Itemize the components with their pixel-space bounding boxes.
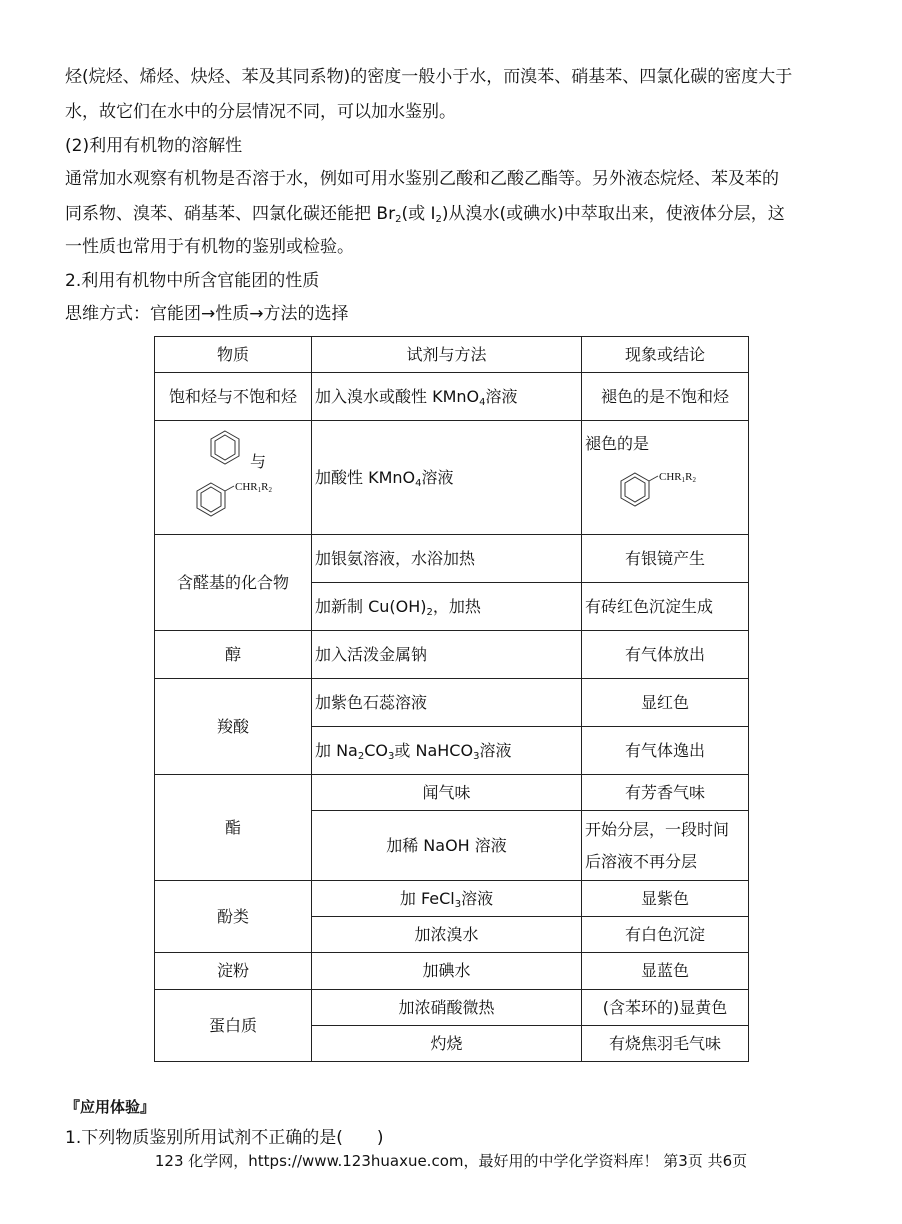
chr-sub1: 1 (257, 485, 262, 494)
cell-result: 有砖红色沉淀生成 (582, 583, 749, 631)
cell-substance: 酯 (155, 775, 312, 881)
table-row (155, 775, 749, 811)
cell-method: 灼烧 (312, 1026, 582, 1062)
subscript: 4 (415, 477, 422, 489)
subscript: 2 (435, 214, 442, 225)
chr-sub2: 2 (692, 476, 696, 484)
cell-substance: 醇 (155, 631, 312, 679)
cell-method: 加浓溴水 (312, 917, 582, 953)
section-title: 『应用体验』 (65, 1098, 156, 1116)
cell-result: (含苯环的)显黄色 (582, 990, 749, 1026)
chr-sub1: 1 (681, 476, 686, 484)
cell-substance: 含醛基的化合物 (155, 535, 312, 631)
text-seg: CO (364, 740, 389, 760)
cell-substance: 饱和烃与不饱和烃 (155, 373, 312, 421)
text-seg: 加 FeCl (399, 888, 455, 908)
table-row (155, 881, 749, 917)
cell-substance: 蛋白质 (155, 990, 312, 1062)
cell-method: 加稀 NaOH 溶液 (312, 811, 582, 881)
cell-substance-structures (155, 421, 312, 535)
alkylbenzene-icon (621, 473, 658, 506)
cell-result: 有气体逸出 (582, 727, 749, 775)
header-result: 现象或结论 (582, 337, 749, 373)
subscript: 2 (395, 214, 402, 225)
paragraph-1-line-2: 水，故它们在水中的分层情况不同，可以加水鉴别。 (65, 102, 456, 122)
paragraph-2-line-2 (65, 203, 785, 225)
cell-result: 有烧焦羽毛气味 (582, 1026, 749, 1062)
result-line: 后溶液不再分层 (585, 851, 698, 871)
chr-text: CHR (659, 471, 682, 483)
chr-r2: R (261, 480, 269, 493)
question-1: 1.下列物质鉴别所用试剂不正确的是( ) (65, 1128, 384, 1148)
cell-result (582, 421, 749, 535)
identification-table (154, 336, 749, 1062)
text-seg: 加 Na (315, 740, 358, 760)
text-seg: (或 I (401, 204, 436, 224)
chr-r2: R (685, 471, 693, 483)
header-substance: 物质 (155, 337, 312, 373)
benzene-and-alkylbenzene-structures (158, 423, 308, 533)
table-header-row (155, 337, 749, 373)
paragraph-2-line-1: 通常加水观察有机物是否溶于水，例如可用水鉴别乙酸和乙酸乙酯等。另外液态烷烃、苯及苯的 (65, 169, 779, 189)
cell-method: 加入活泼金属钠 (312, 631, 582, 679)
subscript: 3 (388, 750, 395, 762)
text-seg: 加入溴水或酸性 KMnO (315, 386, 480, 406)
cell-result (582, 811, 749, 881)
cell-result: 有芳香气味 (582, 775, 749, 811)
cell-result: 显紫色 (582, 881, 749, 917)
cell-method: 加银氨溶液，水浴加热 (312, 535, 582, 583)
cell-substance: 羧酸 (155, 679, 312, 775)
subscript: 2 (426, 606, 433, 618)
chr-label (235, 481, 272, 494)
text-seg: 溶液 (421, 467, 454, 487)
alkylbenzene-icon (197, 483, 234, 516)
subscript: 2 (357, 750, 365, 762)
header-method: 试剂与方法 (312, 337, 582, 373)
cell-result: 显蓝色 (582, 953, 749, 990)
cell-method (312, 583, 582, 631)
chr-sub2: 2 (268, 485, 272, 494)
cell-substance: 淀粉 (155, 953, 312, 990)
text-seg: 同系物、溴苯、硝基苯、四氯化碳还能把 Br (65, 204, 396, 224)
cell-method (312, 373, 582, 421)
subscript: 4 (479, 396, 486, 408)
text-seg: 或 NaHCO (394, 740, 474, 760)
text-seg: 加酸性 KMnO (315, 467, 416, 487)
cell-method: 加紫色石蕊溶液 (312, 679, 582, 727)
paragraph-1-line-1: 烃(烷烃、烯烃、炔烃、苯及其同系物)的密度一般小于水，而溴苯、硝基苯、四氯化碳的密度大于 (65, 67, 793, 87)
text-seg: 加新制 Cu(OH) (315, 596, 427, 616)
heading-solubility: (2)利用有机物的溶解性 (65, 136, 243, 156)
paragraph-2-line-3: 一性质也常用于有机物的鉴别或检验。 (65, 237, 354, 257)
result-line: 开始分层，一段时间 (585, 819, 730, 839)
subscript: 3 (454, 898, 462, 910)
cell-method (312, 881, 582, 917)
subscript: 3 (473, 750, 480, 762)
cell-method (312, 727, 582, 775)
cell-substance: 酚类 (155, 881, 312, 953)
chr-text: CHR (235, 480, 258, 493)
result-text: 褪色的是 (585, 434, 650, 453)
benzene-icon (211, 431, 239, 464)
text-seg: 溶液 (461, 888, 494, 908)
heading-functional-groups: 2.利用有机物中所含官能团的性质 (65, 271, 320, 291)
text-seg: )从溴水(或碘水)中萃取出来，使液体分层，这 (441, 204, 785, 224)
table-row (155, 990, 749, 1026)
cell-method: 闻气味 (312, 775, 582, 811)
table-row (155, 631, 749, 679)
table-row (155, 535, 749, 583)
cell-method: 加碘水 (312, 953, 582, 990)
cell-result: 有银镜产生 (582, 535, 749, 583)
cell-method (312, 421, 582, 535)
table-row (155, 679, 749, 727)
text-seg: 溶液 (479, 740, 512, 760)
cell-result: 显红色 (582, 679, 749, 727)
text-seg: 溶液 (485, 386, 518, 406)
thinking-method: 思维方式：官能团→性质→方法的选择 (65, 304, 349, 324)
cell-result: 有气体放出 (582, 631, 749, 679)
table-row (155, 421, 749, 535)
page-footer: 123 化学网，https://www.123huaxue.com，最好用的中学化学资料库！ 第3页 共6页 (154, 1152, 748, 1170)
cell-result: 有白色沉淀 (582, 917, 749, 953)
chr-label (659, 471, 696, 484)
table-row (155, 953, 749, 990)
text-seg: ，加热 (432, 596, 481, 616)
yu-label: 与 (250, 451, 267, 471)
alkylbenzene-result-structure (585, 459, 735, 517)
table-row (155, 373, 749, 421)
cell-result: 褪色的是不饱和烃 (582, 373, 749, 421)
cell-method: 加浓硝酸微热 (312, 990, 582, 1026)
